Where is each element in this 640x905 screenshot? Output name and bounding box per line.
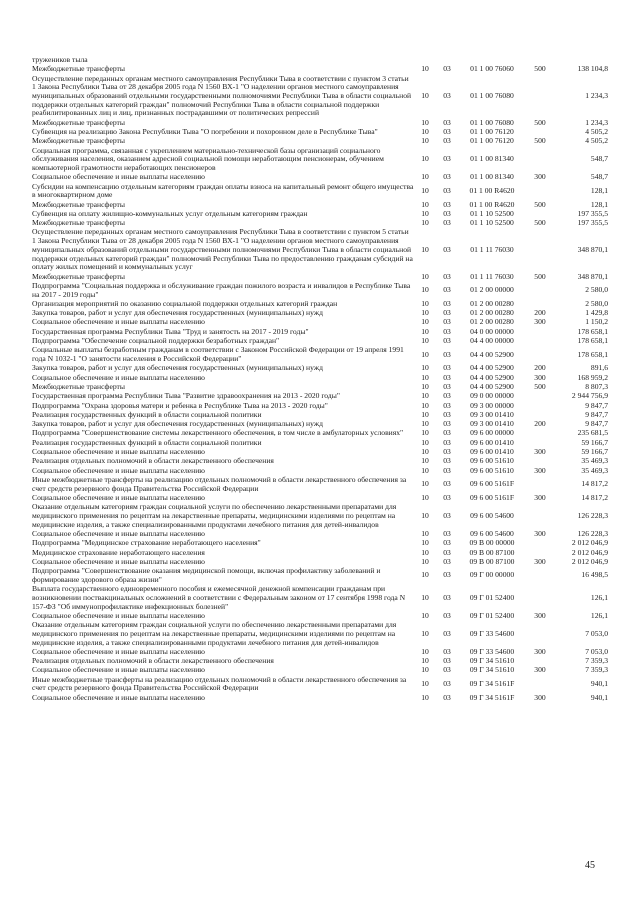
row-section: 10 [421,172,429,182]
row-expense-type: 500 [534,136,546,146]
row-expense-type [526,539,554,548]
row-amount: 16 498,5 [581,570,608,580]
row-subsection: 03 [443,64,451,74]
row-name: Подпрограмма "Социальная поддержка и обслуживание граждан пожилого возраста и инвалидов в Республике Тыва на 2017 - 2019 годы" [32,280,411,299]
row-name: Межбюджетные трансферты [32,117,125,127]
row-section: 10 [421,308,429,318]
row-target-article: 09 6 00 54600 [470,510,514,520]
row-name: Социальное обеспечение и иные выплаты населению [32,646,205,656]
row-expense-type: 300 [534,692,546,702]
row-section: 10 [421,199,429,209]
row-expense-type [526,282,554,300]
row-section: 10 [421,91,429,100]
row-name: Подпрограмма "Медицинское страхование неработающего населения" [32,538,261,548]
row-target-article: 01 1 00 81340 [470,172,514,182]
row-section: 10 [421,628,429,638]
row-section: 10 [421,391,429,401]
row-subsection: 03 [443,456,451,466]
row-expense-type: 300 [534,528,546,538]
row-amount: 548,7 [590,154,608,164]
table-row [32,694,608,703]
row-expense-type [526,392,554,401]
row-name: Межбюджетные трансферты [32,271,125,281]
row-section: 10 [421,372,429,382]
row-name: Закупка товаров, работ и услуг для обеспечения государственных (муниципальных) нужд [32,419,323,429]
row-subsection: 03 [443,665,451,675]
row-target-article: 09 В 00 00000 [469,538,515,548]
row-name: Медицинское страхование неработающего населения [32,547,205,557]
row-target-article: 01 1 11 76030 [470,244,514,254]
row-section: 10 [421,428,429,438]
row-subsection: 03 [443,136,451,146]
row-expense-type: 500 [534,117,546,127]
row-name: Субсидии на компенсацию отдельным категориям граждан оплаты взноса на капитальный ремонт общего имущества в многоквартирном доме [32,181,414,200]
row-amount: 2 012 046,9 [571,556,608,566]
row-target-article: 04 4 00 00000 [470,336,514,346]
row-amount: 4 505,2 [585,127,608,136]
row-expense-type [526,147,554,174]
row-target-article: 09 6 00 5161F [469,479,515,489]
row-section: 10 [421,117,429,127]
row-expense-type: 300 [534,372,546,382]
row-section: 10 [421,349,429,359]
row-amount: 9 847,7 [585,400,608,410]
row-amount: 178 658,1 [577,349,608,359]
row-target-article: 01 1 10 52500 [470,218,514,228]
row-subsection: 03 [443,628,451,638]
row-name: Закупка товаров, работ и услуг для обеспечения государственных (муниципальных) нужд [32,308,323,318]
row-subsection: 03 [443,510,451,520]
row-name: Межбюджетные трансферты [32,381,125,391]
row-target-article: 01 2 00 00000 [470,285,514,295]
row-name: Реализация государственных функций в области социальной политики [32,437,262,447]
row-target-article: 09 6 00 51610 [470,465,514,475]
row-section: 10 [421,127,429,136]
row-section: 10 [421,363,429,373]
row-section: 10 [421,437,429,447]
row-name: Выплата государственного единовременного пособия и ежемесячной денежной компенсации гражданам при возникновении поствакцинальных осложнений в соответствии с Федеральным законом от 17 сентября 1998 года N 157-ФЗ "Об иммунопрофилактике инфекционных болезней" [32,584,406,611]
row-name: Государственная программа Республики Тыва "Труд и занятость на 2017 - 2019 годы" [32,326,309,336]
row-subsection: 03 [443,447,451,457]
row-subsection: 03 [443,400,451,410]
row-amount: 7 053,0 [585,646,608,656]
table-row [32,282,608,300]
row-target-article: 09 Г 34 51610 [469,665,515,675]
row-subsection: 03 [443,538,451,548]
row-expense-type [526,429,554,438]
row-expense-type: 300 [534,172,546,182]
row-target-article: 01 1 00 R4620 [469,185,515,195]
row-expense-type [526,75,554,119]
row-subsection: 03 [443,172,451,182]
row-name: Реализация государственных функций в области социальной политики [32,409,262,419]
row-amount: 59 166,7 [581,437,608,447]
row-amount: 7 359,3 [585,656,608,666]
row-section: 10 [421,218,429,228]
row-section: 10 [421,556,429,566]
row-amount: 126 228,3 [577,528,608,538]
row-subsection: 03 [443,391,451,401]
row-subsection: 03 [443,308,451,318]
row-target-article: 09 6 00 51610 [470,456,514,466]
row-section: 10 [421,317,429,327]
row-name: Социальные выплаты безработным гражданам в соответствии с Законом Российской Федерации от 19 апреля 1991 года N 1032-1 "О занятости населения в Российской Федерации" [32,345,404,364]
row-amount: 35 469,3 [581,465,608,475]
row-subsection: 03 [443,372,451,382]
row-subsection: 03 [443,208,451,218]
row-name: Организация мероприятий по оказанию социальной поддержки отдельных категорий граждан [32,298,338,308]
row-name: Оказание отдельным категориям граждан социальной услуги по обеспечению лекарственными препаратами для медицинского применения по рецептам на лекарственные препараты, медицинскими изделиями по рецептам на медицинские изделия, а также специализированными продуктами лечебного питания для детей-инвалидов [32,620,397,647]
row-amount: 9 847,7 [585,409,608,419]
row-section: 10 [421,692,429,702]
row-section: 10 [421,570,429,580]
row-amount: 35 469,3 [581,456,608,466]
row-target-article: 04 4 00 52900 [470,363,514,373]
row-amount: 126,1 [590,592,608,602]
row-target-article: 01 1 00 76120 [470,127,514,136]
row-section: 10 [421,409,429,419]
row-section: 10 [421,456,429,466]
row-target-article: 04 4 00 52900 [470,372,514,382]
row-subsection: 03 [443,679,451,689]
row-target-article: 01 2 00 00280 [470,317,514,327]
row-name: Подпрограмма "Обеспечение социальной поддержки безработных граждан" [32,336,280,346]
row-name: Осуществление переданных органам местного самоуправления Республики Тыва в соответствии с пунктом 5 статьи 1 Закона Республики Тыва от 28 декабря 2005 года N 1560 ВХ-1 "О наделении органов местного самоуправления муниципальных образований отдельными государственными полномочиями Республики Тыва в области социальной поддержки отдельных категорий граждан" полномочий Республики Тыва по предоставлению гражданам субсидий на оплату жилых помещений и коммунальных услуг [32,227,413,272]
row-expense-type: 300 [534,317,546,327]
row-amount: 891,6 [590,363,608,373]
row-target-article: 04 4 00 52900 [470,349,514,359]
row-section: 10 [421,656,429,666]
row-name: Иные межбюджетные трансферты на реализацию отдельных полномочий в области лекарственного обеспечения за счет средств резервного фонда Правительства Российской Федерации [32,474,407,493]
row-amount: 128,1 [590,199,608,209]
row-subsection: 03 [443,479,451,489]
row-subsection: 03 [443,656,451,666]
row-target-article: 01 1 00 81340 [470,154,514,164]
row-expense-type: 500 [534,381,546,391]
row-amount: 940,1 [590,679,608,689]
budget-table-body [32,56,608,703]
table-row [32,346,608,364]
row-target-article: 09 Г 34 51610 [469,656,515,666]
row-expense-type: 300 [534,665,546,675]
row-amount: 126,1 [590,610,608,620]
row-target-article: 01 1 00 76080 [470,117,514,127]
row-amount: 8 807,3 [585,381,608,391]
row-subsection: 03 [443,326,451,336]
row-subsection: 03 [443,363,451,373]
row-subsection: 03 [443,646,451,656]
row-subsection: 03 [443,117,451,127]
row-expense-type: 200 [534,363,546,373]
row-section: 10 [421,547,429,557]
row-target-article: 09 6 00 54600 [470,528,514,538]
row-amount: 14 817,2 [581,479,608,489]
row-amount: 7 053,0 [585,628,608,638]
row-amount: 197 355,5 [577,218,608,228]
row-target-article: 04 0 00 00000 [470,326,514,336]
row-target-article: 09 Г 01 52400 [469,592,515,602]
row-target-article: 09 6 00 01410 [470,447,514,457]
row-amount: 197 355,5 [577,208,608,218]
row-name: Социальное обеспечение и иные выплаты населению [32,465,205,475]
row-target-article: 09 3 00 00000 [470,400,514,410]
row-amount: 168 959,2 [577,372,608,382]
row-target-article: 09 6 00 01410 [470,437,514,447]
row-expense-type: 200 [534,419,546,429]
row-name: Межбюджетные трансферты [32,64,125,74]
row-amount: 59 166,7 [581,447,608,457]
row-amount: 1 429,8 [585,308,608,318]
row-section: 10 [421,592,429,602]
row-target-article: 01 1 00 76120 [470,136,514,146]
row-section: 10 [421,185,429,195]
row-amount: 1 150,2 [585,317,608,327]
row-amount: 126 228,3 [577,510,608,520]
row-section: 10 [421,154,429,164]
row-name: Подпрограмма "Совершенствование системы лекарственного обеспечения, в том числе в амбулаторных условиях" [32,428,404,438]
row-subsection: 03 [443,492,451,502]
table-row [32,585,608,612]
row-amount: 1 234,3 [585,91,608,100]
row-amount: 128,1 [590,185,608,195]
row-name: Субвенция на оплату жилищно-коммунальных услуг отдельным категориям граждан [32,208,308,218]
row-amount: 4 505,2 [585,136,608,146]
row-subsection: 03 [443,610,451,620]
row-subsection: 03 [443,336,451,346]
row-target-article: 09 6 00 5161F [469,492,515,502]
row-amount: 2 012 046,9 [571,538,608,548]
row-name: Социальное обеспечение и иные выплаты населению [32,556,205,566]
row-amount: 178 658,1 [577,336,608,346]
row-name: Реализация отдельных полномочий в области лекарственного обеспечения [32,456,274,466]
row-amount: 178 658,1 [577,326,608,336]
row-amount: 235 681,5 [577,428,608,438]
row-subsection: 03 [443,154,451,164]
row-section: 10 [421,492,429,502]
row-expense-type: 200 [534,308,546,318]
row-subsection: 03 [443,381,451,391]
table-row [32,676,608,694]
row-expense-type: 300 [534,610,546,620]
row-name: Подпрограмма "Совершенствование оказания медицинской помощи, включая профилактику заболеваний и формирование здорового образа жизни" [32,566,381,584]
row-section: 10 [421,528,429,538]
row-subsection: 03 [443,570,451,580]
row-name: Осуществление переданных органам местного самоуправления Республики Тыва в соответствии с пунктом 3 статьи 1 Закона Республики Тыва от 28 декабря 2005 года N 1560 ВХ-1 "О наделении органов местного самоуправления муниципальных образований отдельными государственными полномочиями Республики Тыва в области социальной поддержки отдельных категорий граждан" полномочий Республики Тыва в области социальной поддержки реабилитированных лиц и лиц, признанных пострадавшими от политических репрессий [32,73,412,118]
row-section: 10 [421,336,429,346]
row-subsection: 03 [443,271,451,281]
row-amount: 1 234,3 [585,117,608,127]
row-target-article: 09 3 00 01410 [470,409,514,419]
row-section: 10 [421,665,429,675]
row-section: 10 [421,271,429,281]
row-expense-type [526,621,554,648]
row-name: Субвенция на реализацию Закона Республики Тыва "О погребении и похоронном деле в Республике Тыва" [32,127,378,136]
row-target-article: 09 Г 33 54600 [469,646,515,656]
row-amount: 7 359,3 [585,665,608,675]
row-section: 10 [421,208,429,218]
row-amount: 138 104,8 [577,64,608,74]
row-subsection: 03 [443,437,451,447]
row-expense-type [526,183,554,201]
row-section: 10 [421,64,429,74]
row-amount: 14 817,2 [581,492,608,502]
row-name: Оказание отдельным категориям граждан социальной услуги по обеспечению лекарственными препаратами для медицинского применения по рецептам на лекарственные препараты, медицинскими изделиями по рецептам на медицинские изделия, а также специализированными продуктами лечебного питания для детей-инвалидов [32,502,397,529]
row-amount: 348 870,1 [577,244,608,254]
row-name: Социальное обеспечение и иные выплаты населению [32,492,205,502]
row-section: 10 [421,479,429,489]
row-subsection: 03 [443,285,451,295]
row-target-article: 09 В 00 87100 [469,556,515,566]
table-row [32,183,608,201]
row-expense-type: 500 [534,218,546,228]
table-row [32,567,608,585]
row-target-article: 09 Г 33 54600 [469,628,515,638]
row-amount: 2 944 756,9 [571,391,608,401]
table-row [32,228,608,272]
row-subsection: 03 [443,547,451,557]
row-expense-type [526,476,554,494]
row-expense-type: 500 [534,199,546,209]
row-expense-type [526,676,554,694]
row-target-article: 01 2 00 00280 [470,298,514,308]
row-name: Социальная программа, связанная с укреплением материально-технической базы организаций социального обслуживания населения, оказанием адресной социальной помощи неработающим пенсионерам, обучением компьютерной грамотности неработающих пенсионеров [32,145,384,172]
row-target-article: 09 Г 34 5161F [469,692,515,702]
row-name: Социальное обеспечение и иные выплаты населению [32,528,205,538]
row-subsection: 03 [443,419,451,429]
row-subsection: 03 [443,556,451,566]
row-expense-type: 300 [534,447,546,457]
row-name: Социальное обеспечение и иные выплаты населению [32,665,205,675]
row-section: 10 [421,679,429,689]
row-name: Социальное обеспечение и иные выплаты населению [32,447,205,457]
row-subsection: 03 [443,218,451,228]
row-subsection: 03 [443,692,451,702]
row-target-article: 09 Г 00 00000 [469,570,515,580]
row-target-article: 01 1 00 R4620 [469,199,515,209]
row-expense-type: 300 [534,556,546,566]
row-expense-type [526,585,554,612]
row-subsection: 03 [443,199,451,209]
row-section: 10 [421,326,429,336]
row-expense-type [526,567,554,585]
row-section: 10 [421,419,429,429]
row-target-article: 01 2 00 00280 [470,308,514,318]
row-name: Государственная программа Республики Тыва "Развитие здравоохранения на 2013 - 2020 годы" [32,391,340,401]
row-subsection: 03 [443,127,451,136]
row-name: Закупка товаров, работ и услуг для обеспечения государственных (муниципальных) нужд [32,363,323,373]
row-amount: 2 012 046,9 [571,547,608,557]
row-target-article: 09 3 00 01410 [470,419,514,429]
row-target-article: 09 В 00 87100 [469,547,515,557]
row-name: Иные межбюджетные трансферты на реализацию отдельных полномочий в области лекарственного обеспечения за счет средств резервного фонда Правительства Российской Федерации [32,674,407,693]
row-expense-type: 300 [534,492,546,502]
row-section: 10 [421,510,429,520]
row-subsection: 03 [443,317,451,327]
row-subsection: 03 [443,465,451,475]
row-subsection: 03 [443,592,451,602]
row-name: Реализация отдельных полномочий в области лекарственного обеспечения [32,656,274,666]
row-expense-type [526,328,554,337]
row-section: 10 [421,244,429,254]
page-number: 45 [585,860,595,871]
row-name: Межбюджетные трансферты [32,199,125,209]
row-target-article: 01 1 10 52500 [470,208,514,218]
row-expense-type [526,503,554,530]
row-subsection: 03 [443,349,451,359]
table-row [32,476,608,494]
row-section: 10 [421,381,429,391]
budget-table [32,56,608,703]
row-section: 10 [421,646,429,656]
row-name: Подпрограмма "Охрана здоровья матери и ребенка в Республике Тыва на 2013 - 2020 годы" [32,400,328,410]
row-expense-type: 300 [534,465,546,475]
row-subsection: 03 [443,298,451,308]
row-amount: 940,1 [590,692,608,702]
row-target-article: 09 0 00 00000 [470,391,514,401]
row-target-article: 09 Г 01 52400 [469,610,515,620]
row-amount: 348 870,1 [577,271,608,281]
table-row [32,503,608,530]
row-section: 10 [421,447,429,457]
row-subsection: 03 [443,428,451,438]
row-subsection: 03 [443,528,451,538]
row-target-article: 01 1 00 76060 [470,64,514,74]
table-row [32,147,608,174]
row-amount: 9 847,7 [585,419,608,429]
row-target-article: 04 4 00 52900 [470,381,514,391]
row-name: Социальное обеспечение и иные выплаты населению [32,372,205,382]
row-name: Социальное обеспечение и иные выплаты населению [32,610,205,620]
row-expense-type: 500 [534,64,546,74]
row-amount: 2 580,0 [585,285,608,295]
row-section: 10 [421,465,429,475]
row-section: 10 [421,285,429,295]
row-amount: 2 580,0 [585,298,608,308]
row-target-article: 01 1 00 76080 [470,91,514,100]
row-expense-type [526,228,554,272]
row-name: Межбюджетные трансферты [32,136,125,146]
row-expense-type [526,346,554,364]
row-name: Социальное обеспечение и иные выплаты населению [32,692,205,702]
row-section: 10 [421,400,429,410]
row-target-article: 09 Г 34 5161F [469,679,515,689]
row-section: 10 [421,610,429,620]
row-name: Межбюджетные трансферты [32,218,125,228]
row-subsection: 03 [443,91,451,100]
table-row [32,75,608,119]
row-name: Социальное обеспечение и иные выплаты населению [32,317,205,327]
row-section: 10 [421,298,429,308]
row-expense-type [526,402,554,411]
row-subsection: 03 [443,409,451,419]
row-expense-type: 300 [534,646,546,656]
row-expense-type: 500 [534,271,546,281]
row-subsection: 03 [443,185,451,195]
row-name: Социальное обеспечение и иные выплаты населению [32,172,205,182]
row-name: тружеников тыла [32,55,88,64]
row-section: 10 [421,136,429,146]
row-subsection: 03 [443,244,451,254]
row-target-article: 09 6 00 00000 [470,428,514,438]
row-section: 10 [421,538,429,548]
row-target-article: 01 1 11 76030 [470,271,514,281]
table-row [32,621,608,648]
row-amount: 548,7 [590,172,608,182]
row-expense-type [526,337,554,346]
